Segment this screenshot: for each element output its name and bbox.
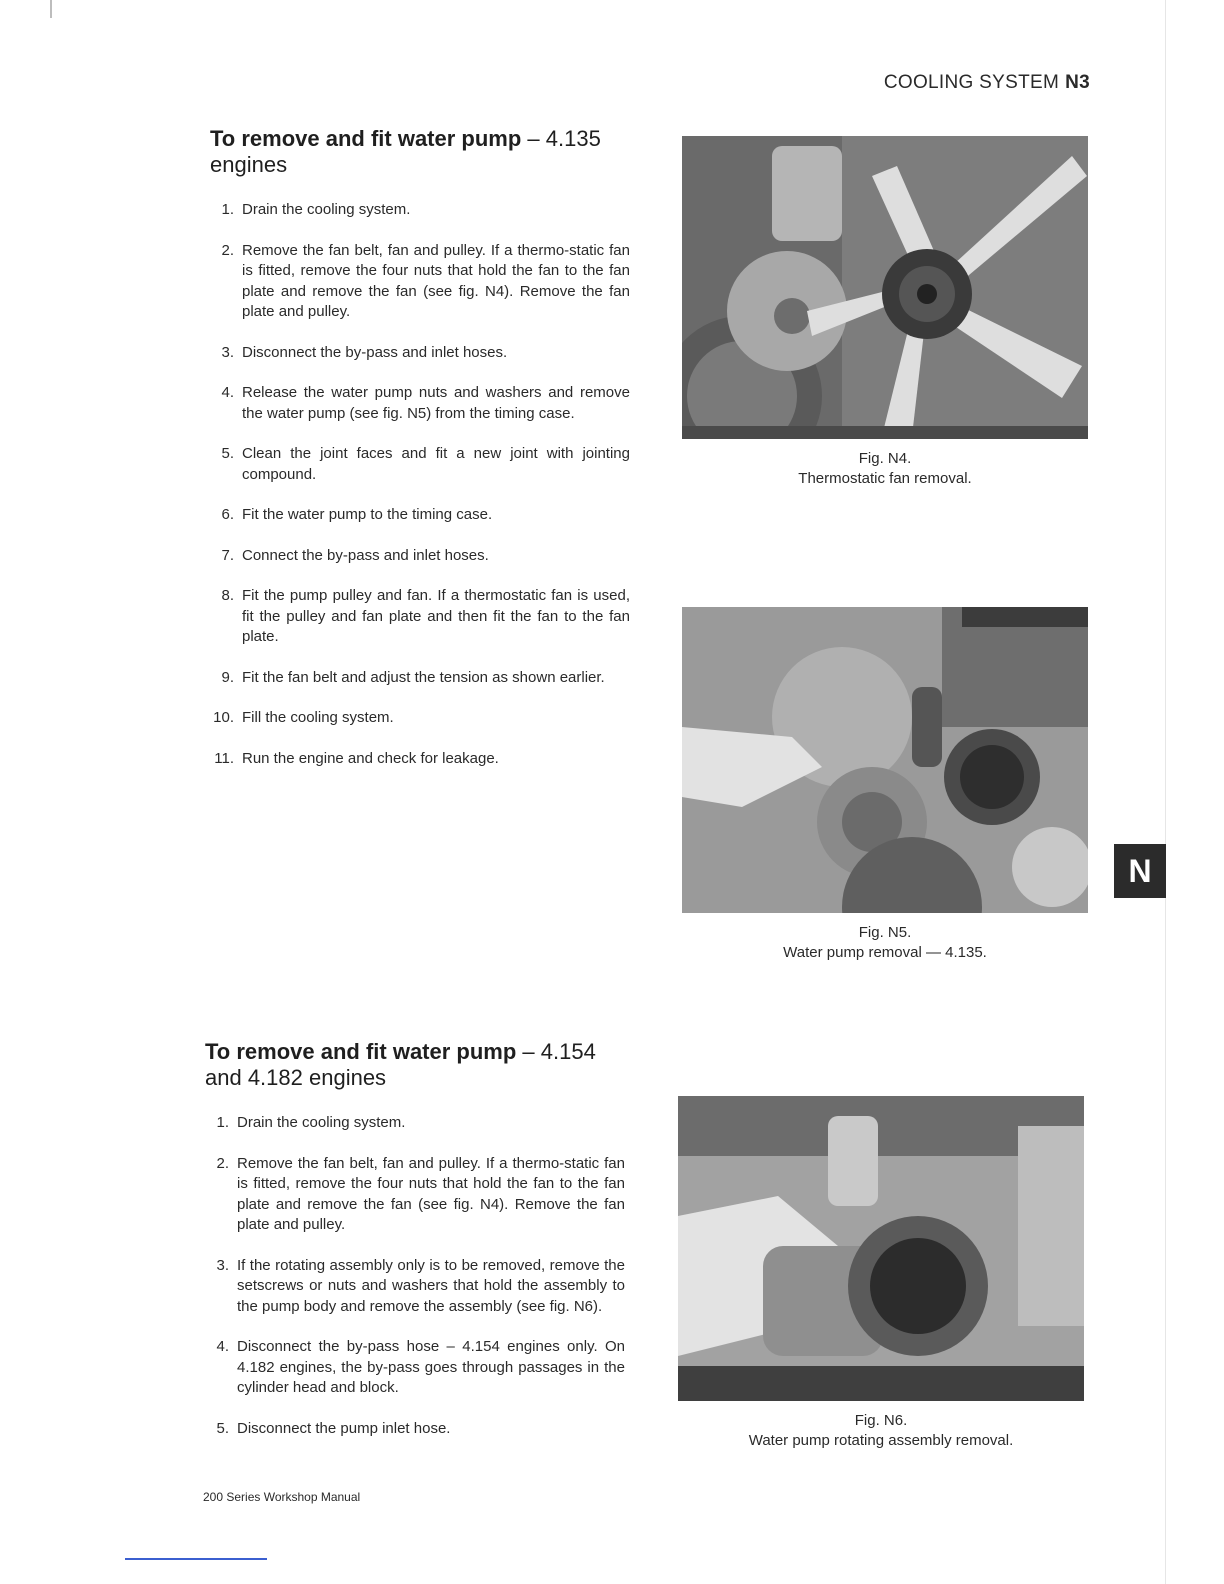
photo-fan-removal	[682, 136, 1088, 439]
step-number: 11.	[214, 749, 234, 767]
figure-n4	[682, 136, 1088, 489]
step-text: Fit the water pump to the timing case.	[242, 506, 493, 523]
step-item	[210, 383, 630, 424]
step-item	[210, 241, 630, 323]
step-item	[210, 546, 630, 567]
figure-caption	[682, 923, 1088, 963]
step-item	[210, 708, 630, 729]
step-text: Disconnect the by-pass hose – 4.154 engines only. On 4.182 engines, the by-pass goes through passages in the cylinder head and block.	[237, 1338, 625, 1396]
step-number: 2.	[221, 241, 234, 259]
figure-caption-text: Water pump removal — 4.135.	[783, 944, 987, 961]
step-number: 5.	[216, 1419, 229, 1437]
bottom-rule	[125, 1558, 267, 1560]
step-number: 1.	[221, 201, 234, 218]
heading-bold: To remove and fit water pump	[210, 126, 522, 151]
step-list	[205, 1113, 625, 1439]
step-text: Clean the joint faces and fit a new joint with jointing compound.	[242, 445, 630, 483]
step-item	[210, 586, 630, 648]
section-4154-4182	[205, 1039, 625, 1459]
step-number: 10.	[213, 709, 234, 726]
step-text: If the rotating assembly only is to be removed, remove the setscrews or nuts and washers that hold the assembly to the pump body and remove the assembly (see fig. N6).	[237, 1256, 625, 1315]
corner-mark	[50, 0, 52, 18]
chapter-tab: N	[1114, 844, 1166, 898]
step-item	[210, 343, 630, 364]
step-item	[210, 200, 630, 221]
step-number: 3.	[216, 1256, 229, 1274]
step-number: 9.	[221, 668, 234, 686]
step-item	[210, 444, 630, 485]
page-edge	[1165, 0, 1166, 1584]
figure-label: Fig. N4.	[858, 450, 912, 467]
running-head	[884, 72, 1090, 94]
step-text: Connect the by-pass and inlet hoses.	[242, 546, 489, 564]
step-text: Release the water pump nuts and washers and remove the water pump (see fig. N5) from the timing case.	[242, 384, 630, 422]
heading-bold: To remove and fit water pump	[205, 1039, 517, 1064]
step-number: 6.	[221, 506, 234, 523]
step-number: 4.	[221, 384, 234, 401]
step-item	[205, 1337, 625, 1399]
step-text: Disconnect the by-pass and inlet hoses.	[242, 343, 508, 361]
figure-caption-text: Water pump rotating assembly removal.	[748, 1432, 1014, 1449]
photo-water-pump-removal	[682, 607, 1088, 913]
section-heading	[210, 126, 630, 178]
step-text: Disconnect the pump inlet hose.	[237, 1419, 451, 1437]
figure-caption-text: Thermostatic fan removal.	[798, 470, 972, 487]
step-number: 5.	[221, 445, 234, 462]
step-text: Fill the cooling system.	[242, 709, 394, 726]
figure-label: Fig. N5.	[858, 924, 912, 941]
step-text: Fit the pump pulley and fan. If a thermostatic fan is used, fit the pulley and fan plate and then fit the fan to the fan plate.	[242, 587, 630, 645]
figure-n6	[678, 1096, 1084, 1451]
figure-caption	[682, 449, 1088, 489]
step-text: Remove the fan belt, fan and pulley. If a thermo-static fan is fitted, remove the four nuts that hold the fan to the fan plate and remove the fan (see fig. N4). Remove the fan plate and pulley.	[242, 241, 630, 320]
section-title: COOLING SYSTEM	[883, 72, 1060, 93]
step-item	[205, 1113, 625, 1134]
heading-rest: – 4.154 and 4.182 engines	[205, 1039, 596, 1090]
step-text: Fit the fan belt and adjust the tension as shown earlier.	[242, 668, 605, 686]
step-number: 8.	[221, 587, 234, 604]
footer-manual-title: 200 Series Workshop Manual	[203, 1490, 361, 1504]
step-text: Drain the cooling system.	[242, 201, 411, 218]
step-number: 4.	[216, 1338, 229, 1355]
step-number: 3.	[221, 343, 234, 361]
step-item	[210, 505, 630, 526]
step-item	[205, 1154, 625, 1236]
step-item	[205, 1256, 625, 1318]
figure-label: Fig. N6.	[854, 1412, 908, 1429]
figure-caption	[678, 1411, 1084, 1451]
heading-rest: – 4.135 engines	[210, 126, 601, 177]
step-number: 7.	[221, 546, 234, 564]
page-code: N3	[1065, 72, 1090, 93]
step-list	[210, 200, 630, 769]
step-text: Run the engine and check for leakage.	[242, 749, 499, 767]
step-number: 1.	[216, 1114, 229, 1131]
step-item	[210, 749, 630, 770]
step-text: Drain the cooling system.	[237, 1114, 406, 1131]
step-number: 2.	[216, 1154, 229, 1172]
step-item	[205, 1419, 625, 1440]
section-4135	[210, 126, 630, 789]
figure-n5	[682, 607, 1088, 963]
section-heading	[205, 1039, 625, 1091]
step-item	[210, 668, 630, 689]
step-text: Remove the fan belt, fan and pulley. If a thermo-static fan is fitted, remove the four nuts that hold the fan to the fan plate and remove the fan (see fig. N4). Remove the fan plate and pulley.	[237, 1154, 625, 1233]
photo-rotating-assembly-removal	[678, 1096, 1084, 1401]
